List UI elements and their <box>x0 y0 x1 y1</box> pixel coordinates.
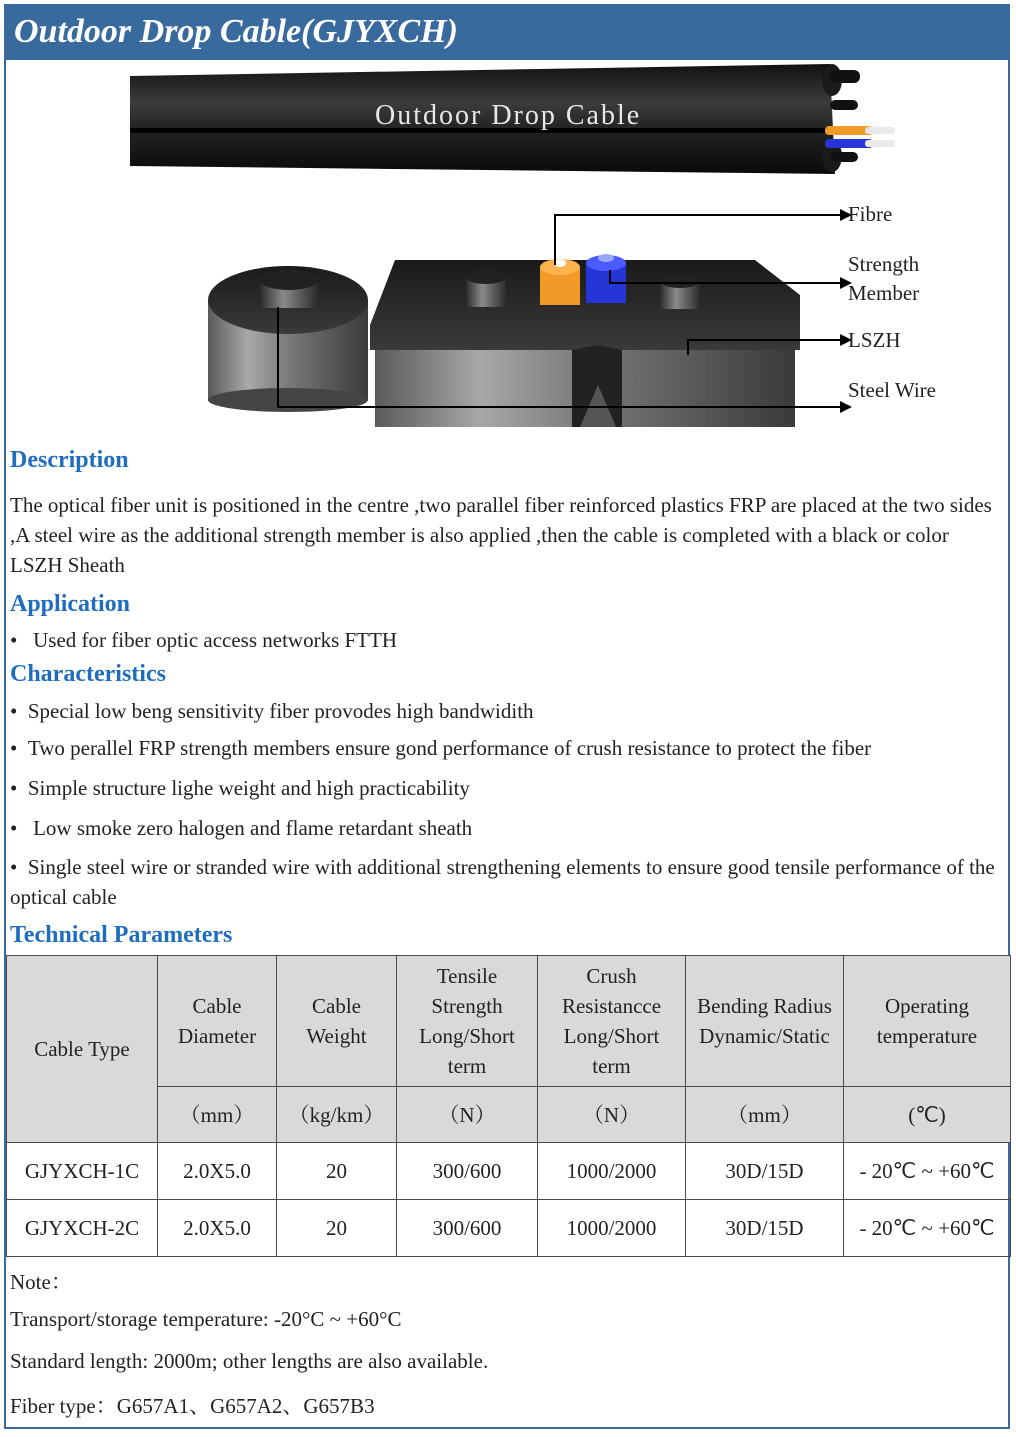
table-cell: 300/600 <box>397 1143 538 1200</box>
application-item-text: Used for fiber optic access networks FTTH <box>33 628 397 652</box>
table-cell: 30D/15D <box>686 1143 844 1200</box>
characteristic-text: Low smoke zero halogen and flame retardant sheath <box>33 816 473 840</box>
characteristic-item <box>10 813 472 843</box>
characteristic-item <box>10 852 1000 912</box>
bullet-icon: • <box>10 855 28 879</box>
strength-member-tip <box>830 100 858 110</box>
characteristic-item <box>10 773 470 803</box>
note-transport-temperature: Transport/storage temperature: -20°C ~ +60°C <box>10 1307 402 1331</box>
table-row <box>7 1143 1011 1200</box>
description-text: The optical fiber unit is positioned in the centre ,two parallel fiber reinforced plastics FRP are placed at the two sides ,A steel wire as the additional strength member is also applied ,then the cable is completed with a black or color LSZH Sheath <box>10 493 992 577</box>
characteristic-item <box>10 733 871 763</box>
bullet-icon: • <box>10 736 28 760</box>
header-cable-diameter <box>158 956 277 1087</box>
sheath-top <box>370 260 800 350</box>
table-cell: 300/600 <box>397 1200 538 1257</box>
characteristic-text: Simple structure lighe weight and high practicability <box>27 776 470 800</box>
frp-right-top <box>660 274 700 288</box>
bullet-icon: • <box>10 699 28 723</box>
table-cell: GJYXCH-1C <box>7 1143 158 1200</box>
unit-cell: （N） <box>538 1087 686 1143</box>
heading-characteristics: Characteristics <box>10 661 166 687</box>
technical-parameters-table <box>6 955 1011 1257</box>
table-cell: - 20℃ ~ +60℃ <box>844 1200 1011 1257</box>
bullet-icon: • <box>10 816 34 840</box>
cable-photo <box>125 62 905 187</box>
heading-description: Description <box>10 447 129 473</box>
strength-member-tip-2 <box>830 152 858 162</box>
header-text: Bending Radius Dynamic/Static <box>697 994 832 1048</box>
header-cable-weight <box>277 956 397 1087</box>
note-standard-length: Standard length: 2000m; other lengths are also available. <box>10 1349 489 1373</box>
cross-section-diagram <box>200 195 860 440</box>
unit-cell: （mm） <box>158 1087 277 1143</box>
callout-lszh: LSZH <box>848 328 901 352</box>
cable-label: Outdoor Drop Cable <box>375 100 642 131</box>
unit-cell: （kg/km） <box>277 1087 397 1143</box>
heading-technical-parameters: Technical Parameters <box>10 922 233 948</box>
callout-strength-member: Strength Member <box>848 252 920 305</box>
table-cell: 20 <box>277 1143 397 1200</box>
header-text: Tensile Strength Long/Short term <box>419 964 515 1078</box>
fiber-white <box>865 127 895 134</box>
unit-cell: （mm） <box>686 1087 844 1143</box>
callout-fibre: Fibre <box>848 202 893 226</box>
table-unit-row <box>7 1087 1011 1143</box>
unit-cell: （N） <box>397 1087 538 1143</box>
unit-cell: (℃) <box>844 1087 1011 1143</box>
frp-left-top <box>466 270 506 284</box>
table-cell: 1000/2000 <box>538 1143 686 1200</box>
note-label: Note： <box>10 1270 72 1294</box>
page-title: Outdoor Drop Cable(GJYXCH) <box>4 4 1010 60</box>
fiber-unit-blue-core <box>598 254 614 262</box>
table-row <box>7 1200 1011 1257</box>
characteristic-text: Special low beng sensitivity fiber provodes high bandwidith <box>27 699 534 723</box>
header-operating-temperature <box>844 956 1011 1087</box>
characteristic-text: Two perallel FRP strength members ensure gond performance of crush resistance to protect the fiber <box>27 736 872 760</box>
table-cell: 2.0X5.0 <box>158 1143 277 1200</box>
header-text: Cable Weight <box>306 994 367 1048</box>
header-bending-radius <box>686 956 844 1087</box>
steel-wire-core-top <box>260 270 318 290</box>
characteristic-item <box>10 696 534 726</box>
table-cell: 20 <box>277 1200 397 1257</box>
bullet-icon: • <box>10 628 34 652</box>
table-cell: 30D/15D <box>686 1200 844 1257</box>
fiber-white-2 <box>865 140 895 147</box>
steel-wire-bottom <box>208 388 368 412</box>
header-crush-resistance <box>538 956 686 1087</box>
heading-application: Application <box>10 591 131 617</box>
table-cell: 1000/2000 <box>538 1200 686 1257</box>
header-cable-type: Cable Type <box>7 956 158 1143</box>
characteristic-text: Single steel wire or stranded wire with additional strengthening elements to ensure good tensile performance of the optical cable <box>10 855 995 909</box>
header-tensile-strength <box>397 956 538 1087</box>
header-text: Crush Resistancce Long/Short term <box>561 964 662 1078</box>
header-text: Cable Diameter <box>177 994 257 1048</box>
table-cell: GJYXCH-2C <box>7 1200 158 1257</box>
header-text: Operating temperature <box>876 994 978 1048</box>
steel-wire-tip <box>830 70 860 83</box>
bullet-icon: • <box>10 776 28 800</box>
callout-steel-wire: Steel Wire <box>848 378 936 402</box>
note-fiber-type: Fiber type：G657A1、G657A2、G657B3 <box>10 1394 375 1418</box>
table-cell: - 20℃ ~ +60℃ <box>844 1143 1011 1200</box>
table-cell: 2.0X5.0 <box>158 1200 277 1257</box>
application-item <box>10 625 397 655</box>
table-header-row <box>7 956 1011 1087</box>
